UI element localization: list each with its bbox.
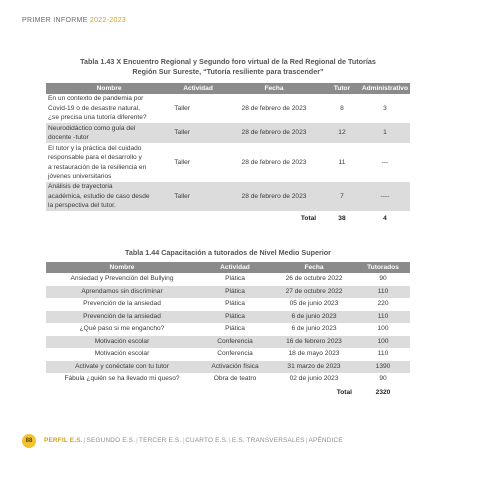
cell-nombre: [46, 94, 172, 123]
cell-fecha: 16 de febrero 2023: [272, 336, 356, 349]
total-row: [46, 386, 410, 400]
cell-admin: 3: [360, 94, 410, 123]
nav-item-segundo[interactable]: SEGUNDO E.S.: [86, 437, 136, 444]
total-admin: 4: [360, 211, 410, 226]
table-row: [46, 361, 410, 374]
nav-item-transversales[interactable]: E.S. TRANSVERSALES: [231, 437, 305, 444]
total-label: Total: [272, 386, 356, 400]
col-header-administrativo: Administrativo: [360, 83, 410, 94]
col-header-nombre: Nombre: [46, 262, 198, 273]
table-header-row: [46, 83, 410, 94]
cell-actividad: Plática: [198, 323, 272, 336]
cell-fecha: 6 de junio 2023: [272, 323, 356, 336]
table-row: [46, 348, 410, 361]
cell-fecha: 05 de junio 2023: [272, 298, 356, 311]
cell-admin: ----: [360, 182, 410, 211]
cell-tutor: 7: [324, 182, 360, 211]
cell-nombre: [46, 182, 172, 211]
cell-line: jóvenes universitarios: [48, 173, 112, 180]
cell-line: la perspectiva del tutor.: [48, 202, 116, 210]
cell-empty: [198, 386, 272, 400]
col-header-fecha: Fecha: [272, 262, 356, 273]
cell-tutor: 11: [324, 143, 360, 182]
cell-tutorados: 100: [356, 323, 410, 336]
col-header-nombre: Nombre: [46, 83, 172, 94]
nav-separator: |: [305, 437, 308, 444]
nav-separator: |: [229, 437, 231, 444]
cell-line: responsable para el desarrollo y: [48, 154, 142, 161]
col-header-actividad: Actividad: [172, 83, 224, 94]
table-row: [46, 323, 410, 336]
cell-actividad: Conferencia: [198, 348, 272, 361]
cell-actividad: Taller: [172, 123, 224, 143]
cell-actividad: Taller: [172, 143, 224, 182]
page-footer: [22, 432, 462, 450]
cell-nombre: Activate y conéctate con tu tutor: [46, 361, 198, 374]
total-tutor: 38: [324, 211, 360, 226]
cell-tutorados: 1390: [356, 361, 410, 374]
table-1-43: [46, 83, 410, 226]
col-header-tutor: Tutor: [324, 83, 360, 94]
cell-line: ¿se precisa una tutoría diferente?: [48, 114, 147, 122]
cell-fecha: 28 de febrero de 2023: [224, 123, 324, 143]
cell-line: Análisis de trayectoria: [48, 183, 113, 191]
nav-item-perfil[interactable]: PERFIL E.S.: [44, 437, 83, 444]
cell-line: Covid-19 o de desastre natural,: [48, 104, 141, 112]
table-row: [46, 182, 410, 211]
cell-tutor: 12: [324, 123, 360, 143]
cell-nombre: Ansiedad y Prevención del Bullying: [46, 273, 198, 286]
cell-fecha: 26 de octubre 2022: [272, 273, 356, 286]
cell-actividad: Plática: [198, 286, 272, 299]
caption-line-2: Región Sur Sureste, “Tutoría resiliente para trascender”: [132, 66, 324, 76]
table-row: [46, 311, 410, 324]
cell-tutorados: 90: [356, 373, 410, 386]
col-header-tutorados: Tutorados: [356, 262, 410, 273]
table-row: [46, 273, 410, 286]
cell-actividad: Plática: [198, 311, 272, 324]
table-row: [46, 336, 410, 349]
cell-nombre: Aprendamos sin discriminar: [46, 286, 198, 299]
cell-admin: ---: [360, 143, 410, 182]
cell-tutorados: 90: [356, 273, 410, 286]
cell-tutorados: 110: [356, 286, 410, 299]
nav-item-cuarto[interactable]: CUARTO E.S.: [185, 437, 229, 444]
cell-nombre: [46, 123, 172, 143]
total-value: 2320: [356, 386, 410, 400]
cell-tutorados: 220: [356, 298, 410, 311]
table-1-43-caption: [46, 57, 410, 76]
cell-line: docente -tutor: [48, 134, 89, 141]
cell-tutorados: 110: [356, 311, 410, 324]
table-row: [46, 143, 410, 182]
cell-actividad: Taller: [172, 182, 224, 211]
col-header-fecha: Fecha: [224, 83, 324, 94]
cell-fecha: 28 de febrero de 2023: [224, 94, 324, 123]
cell-line: En un contexto de pandemia por: [48, 95, 144, 103]
cell-nombre: ¿Qué paso si me engancho?: [46, 323, 198, 336]
nav-item-apendice[interactable]: APÉNDICE: [308, 437, 343, 444]
cell-fecha: 02 de junio 2023: [272, 373, 356, 386]
header-title: PRIMER INFORME: [22, 17, 88, 24]
page-number-badge: 88: [22, 434, 36, 448]
nav-separator: |: [182, 437, 185, 444]
cell-fecha: 31 marzo de 2023: [272, 361, 356, 374]
cell-fecha: 28 de febrero de 2023: [224, 182, 324, 211]
caption-line-1: Tabla 1.43 X Encuentro Regional y Segundo foro virtual de la Red Regional de Tutorías: [80, 57, 376, 66]
cell-actividad: Taller: [172, 94, 224, 123]
running-header: [22, 17, 126, 24]
cell-actividad: Conferencia: [198, 336, 272, 349]
section-nav: [44, 437, 343, 444]
cell-nombre: Motivación escolar: [46, 336, 198, 349]
table-1-44-caption: Tabla 1.44 Capacitación a tutorados de Nivel Medio Superior: [125, 248, 331, 257]
cell-line: El tutor y la práctica del cuidado: [48, 144, 142, 152]
table-row: [46, 286, 410, 299]
cell-line: académica, estudio de caso desde: [48, 192, 150, 200]
cell-empty: [46, 386, 198, 400]
table-header-row: [46, 262, 410, 273]
cell-tutorados: 110: [356, 348, 410, 361]
table-row: [46, 94, 410, 123]
cell-fecha: 6 de junio 2023: [272, 311, 356, 324]
nav-separator: |: [83, 437, 86, 444]
cell-actividad: Plática: [198, 298, 272, 311]
cell-line: Neurodidáctico como guía del: [48, 124, 136, 132]
cell-nombre: Motivación escolar: [46, 348, 198, 361]
cell-fecha: 28 de febrero de 2023: [224, 143, 324, 182]
cell-nombre: Prevención de la ansiedad: [46, 298, 198, 311]
cell-nombre: Fábula ¿quién se ha llevado mi queso?: [46, 373, 198, 386]
cell-admin: 1: [360, 123, 410, 143]
cell-empty: [46, 211, 172, 226]
total-label: Total: [224, 211, 324, 226]
cell-line: a restauración de la resiliencia en: [48, 163, 147, 171]
cell-empty: [172, 211, 224, 226]
table-1-44: [46, 262, 410, 400]
cell-fecha: 27 de octubre 2022: [272, 286, 356, 299]
cell-actividad: Plática: [198, 273, 272, 286]
total-row: [46, 211, 410, 226]
cell-actividad: Obra de teatro: [198, 373, 272, 386]
table-row: [46, 298, 410, 311]
nav-separator: |: [136, 437, 138, 444]
cell-nombre: Prevención de la ansiedad: [46, 311, 198, 324]
cell-tutorados: 100: [356, 336, 410, 349]
cell-actividad: Activación física: [198, 361, 272, 374]
col-header-actividad: Actividad: [198, 262, 272, 273]
cell-fecha: 18 de mayo 2023: [272, 348, 356, 361]
nav-item-tercer[interactable]: TERCER E.S.: [139, 437, 182, 444]
header-year: 2022-2023: [89, 17, 127, 24]
cell-nombre: [46, 143, 172, 182]
cell-tutor: 8: [324, 94, 360, 123]
table-row: [46, 373, 410, 386]
table-row: [46, 123, 410, 143]
